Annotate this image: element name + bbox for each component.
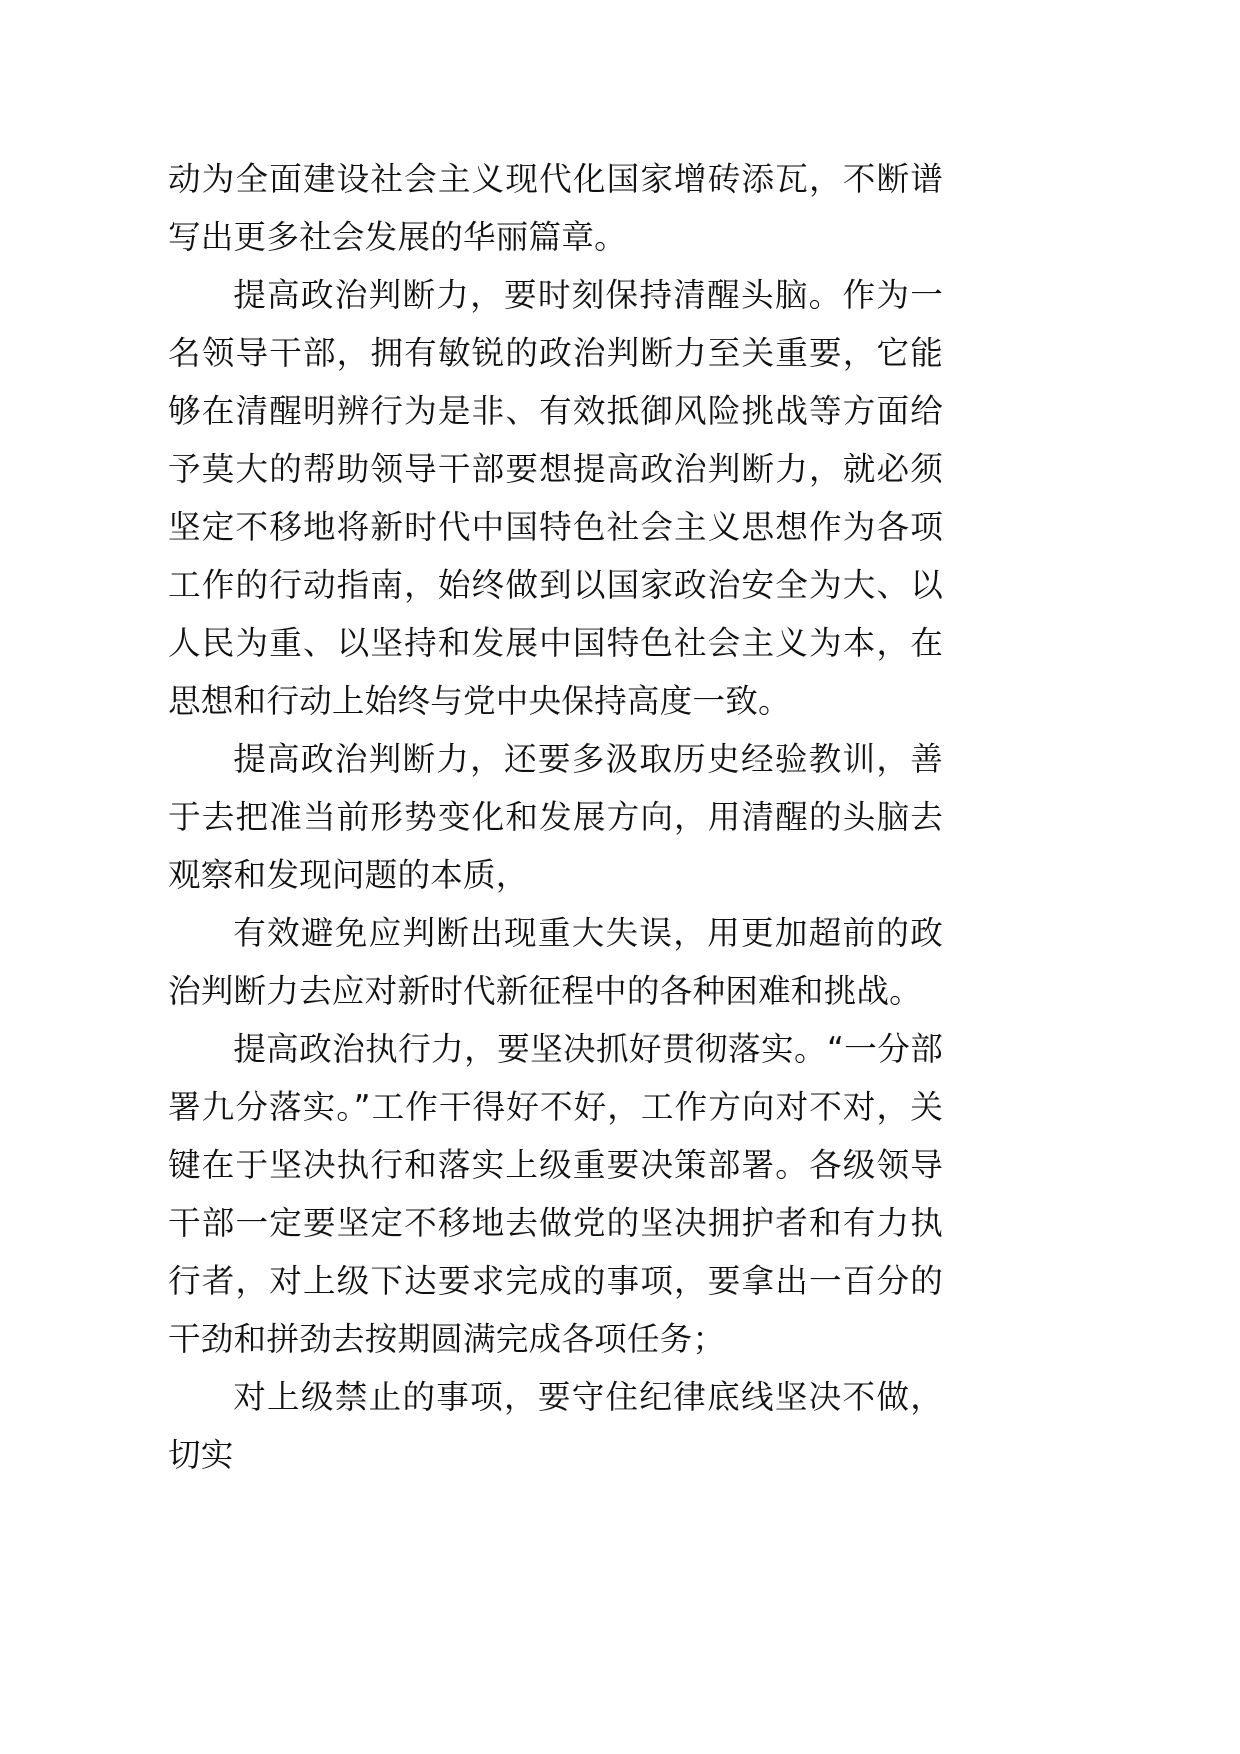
paragraph-political-judgment: 提高政治判断力，要时刻保持清醒头脑。作为一名领导干部，拥有敏锐的政治判断力至关重要，它能够在清醒明辨行为是非、有效抵御风险挑战等方面给予莫大的帮助领导干部要想提高政治判断力，就必须坚定不移地将新时代中国特色社会主义思想作为各项工作的行动指南，始终做到以国家政治安全为大、以人民为重、以坚持和发展中国特色社会主义为本，在思想和行动上始终与党中央保持高度一致。 <box>168 276 943 720</box>
paragraph-continuation: 动为全面建设社会主义现代化国家增砖添瓦，不断谱写出更多社会发展的华丽篇章。 <box>168 160 943 256</box>
paragraph-historical-lessons: 提高政治判断力，还要多汲取历史经验教训，善于去把准当前形势变化和发展方向，用清醒的头脑去观察和发现问题的本质， <box>168 740 943 894</box>
body-text <box>168 150 943 1484</box>
paragraph-political-execution: 提高政治执行力，要坚决抓好贯彻落实。“一分部署九分落实。”工作干得好不好，工作方向对不对，关键在于坚决执行和落实上级重要决策部署。各级领导干部一定要坚定不移地去做党的坚决拥护者和有力执行者，对上级下达要求完成的事项，要拿出一百分的干劲和拼劲去按期圆满完成各项任务； <box>168 1030 943 1358</box>
paragraph-prohibited-matters: 对上级禁止的事项，要守住纪律底线坚决不做，切实 <box>168 1378 943 1474</box>
paragraph-avoid-mistakes: 有效避免应判断出现重大失误，用更加超前的政治判断力去应对新时代新征程中的各种困难和挑战。 <box>168 914 943 1010</box>
